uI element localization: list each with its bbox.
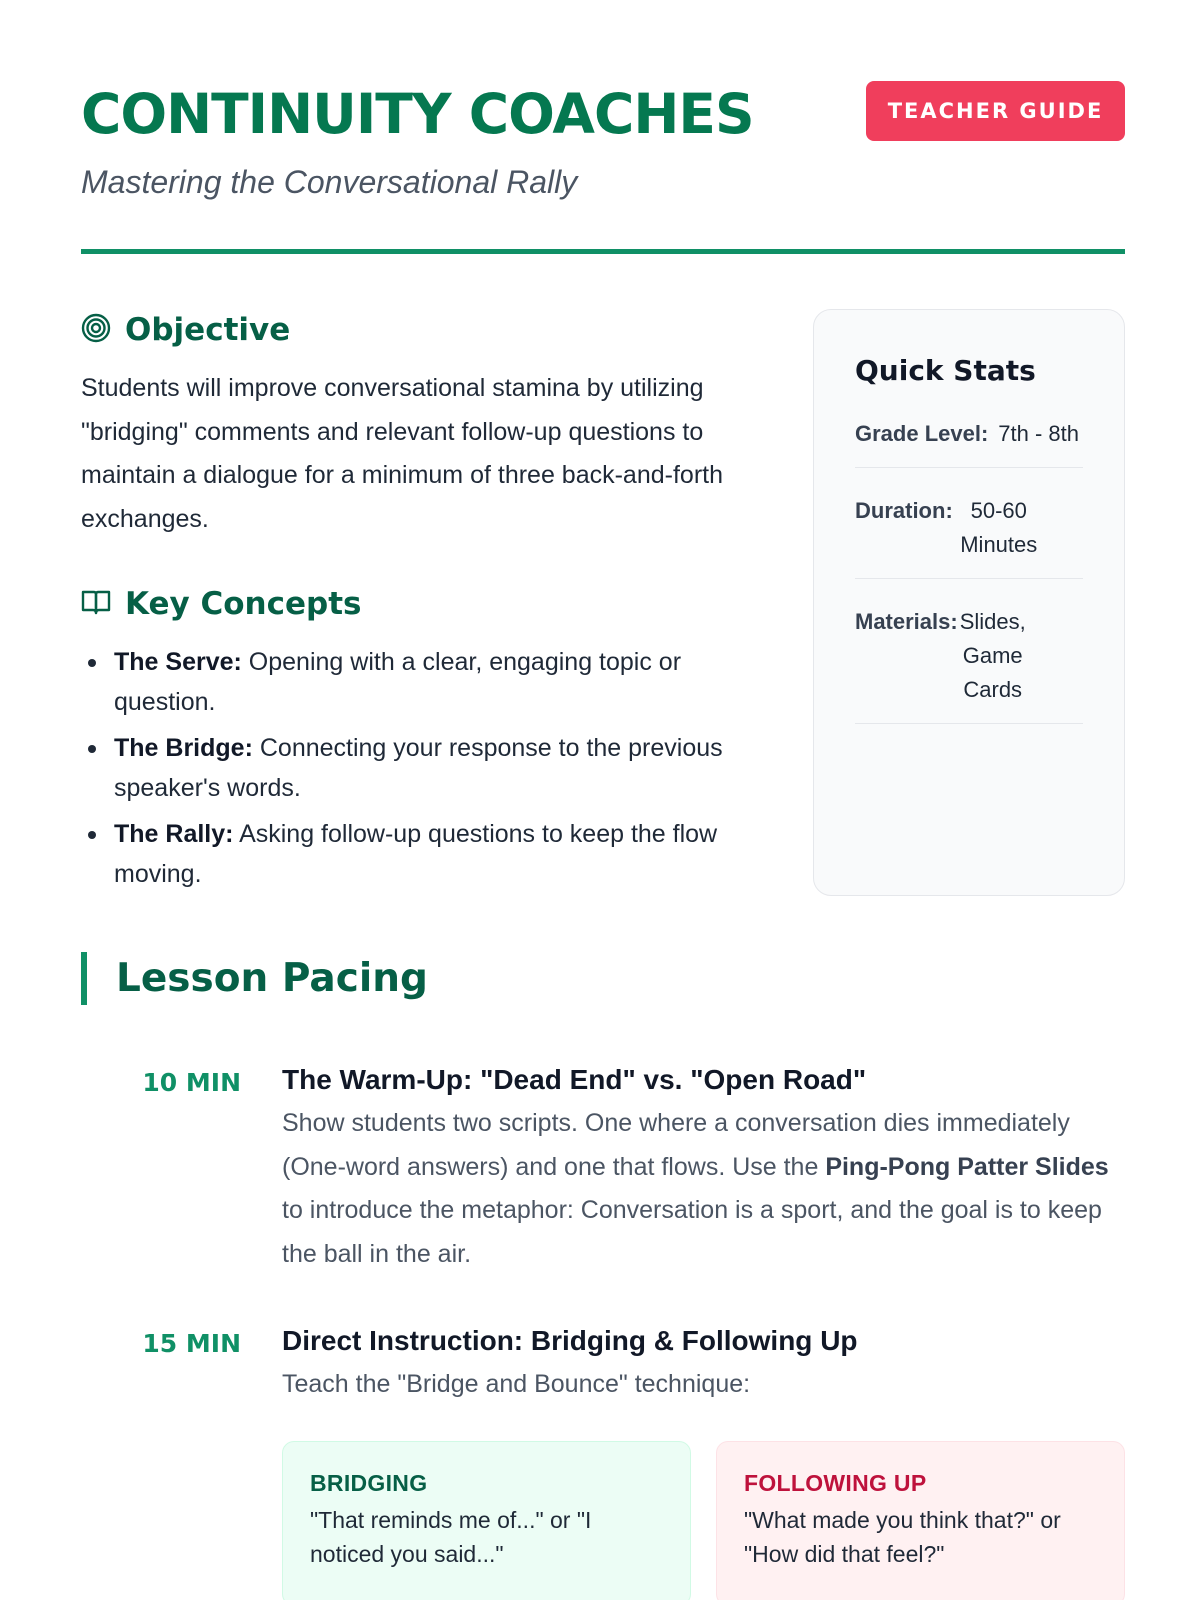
concept-desc: Opening with a clear, engaging topic or question.	[114, 648, 682, 716]
technique-cards	[282, 1441, 1125, 1600]
pacing-block-content	[282, 1321, 1125, 1407]
objective-heading	[81, 312, 290, 348]
pacing-block-title: The Warm-Up: "Dead End" vs. "Open Road"	[282, 1064, 867, 1095]
page-title: CONTINUITY COACHES	[81, 82, 754, 146]
header-divider	[81, 249, 1125, 254]
card-text: "That reminds me of..." or "I noticed you said..."	[310, 1507, 592, 1567]
quick-stats-title: Quick Stats	[855, 354, 1036, 387]
concept-term: The Bridge:	[114, 734, 253, 762]
desc-text: Show students two scripts. One where a conversation dies immediately (One-word answers) and one that flows. Use the	[282, 1109, 1070, 1181]
quick-stats-panel	[813, 309, 1125, 896]
list-item	[81, 728, 771, 808]
list-item	[81, 642, 771, 722]
stat-label: Materials:	[855, 609, 958, 634]
page-subtitle: Mastering the Conversational Rally	[81, 164, 578, 200]
card-text: "What made you think that?" or "How did that feel?"	[744, 1507, 1061, 1567]
open-book-icon	[81, 588, 111, 620]
lesson-pacing-heading: Lesson Pacing	[81, 952, 428, 1005]
list-item	[81, 814, 771, 894]
following-up-card	[716, 1441, 1125, 1600]
key-concepts-heading	[81, 586, 361, 622]
concept-term: The Serve:	[114, 648, 242, 676]
concept-desc: Asking follow-up questions to keep the flow moving.	[114, 820, 718, 888]
target-icon	[81, 313, 111, 347]
header	[81, 78, 1125, 201]
stat-row-grade-level	[855, 417, 1083, 468]
card-title: BRIDGING	[310, 1470, 428, 1496]
concept-term: The Rally:	[114, 820, 234, 848]
stat-value: 7th - 8th	[998, 421, 1079, 446]
stat-value: 50-60 Minutes	[960, 498, 1038, 557]
key-concepts-list	[81, 642, 771, 900]
stat-row-materials	[855, 605, 1083, 724]
concept-desc: Connecting your response to the previous speaker's words.	[114, 734, 723, 802]
stat-label: Grade Level:	[855, 421, 989, 446]
pacing-block-content	[282, 1060, 1125, 1276]
pacing-block-description: Teach the "Bridge and Bounce" technique:	[282, 1370, 751, 1398]
key-concepts-heading-label: Key Concepts	[125, 586, 362, 622]
card-title: FOLLOWING UP	[744, 1470, 927, 1496]
stat-value: Slides, Game Cards	[959, 609, 1026, 702]
stat-row-duration	[855, 494, 1083, 579]
bridging-card	[282, 1441, 691, 1600]
stat-label: Duration:	[855, 498, 953, 523]
slides-reference: Ping-Pong Patter Slides	[825, 1152, 1109, 1181]
objective-heading-label: Objective	[125, 312, 291, 348]
time-label: 10 MIN	[142, 1068, 241, 1097]
pacing-block-title: Direct Instruction: Bridging & Following Up	[282, 1325, 858, 1356]
objective-text: Students will improve conversational stamina by utilizing "bridging" comments and relevant follow-up questions to maintain a dialogue for a minimum of three back-and-forth exchanges.	[81, 374, 723, 533]
teacher-guide-badge: TEACHER GUIDE	[866, 81, 1125, 141]
pacing-block-description	[282, 1102, 1125, 1276]
desc-text: to introduce the metaphor: Conversation is a sport, and the goal is to keep the ball in the air.	[282, 1196, 1102, 1268]
time-label: 15 MIN	[142, 1329, 241, 1358]
